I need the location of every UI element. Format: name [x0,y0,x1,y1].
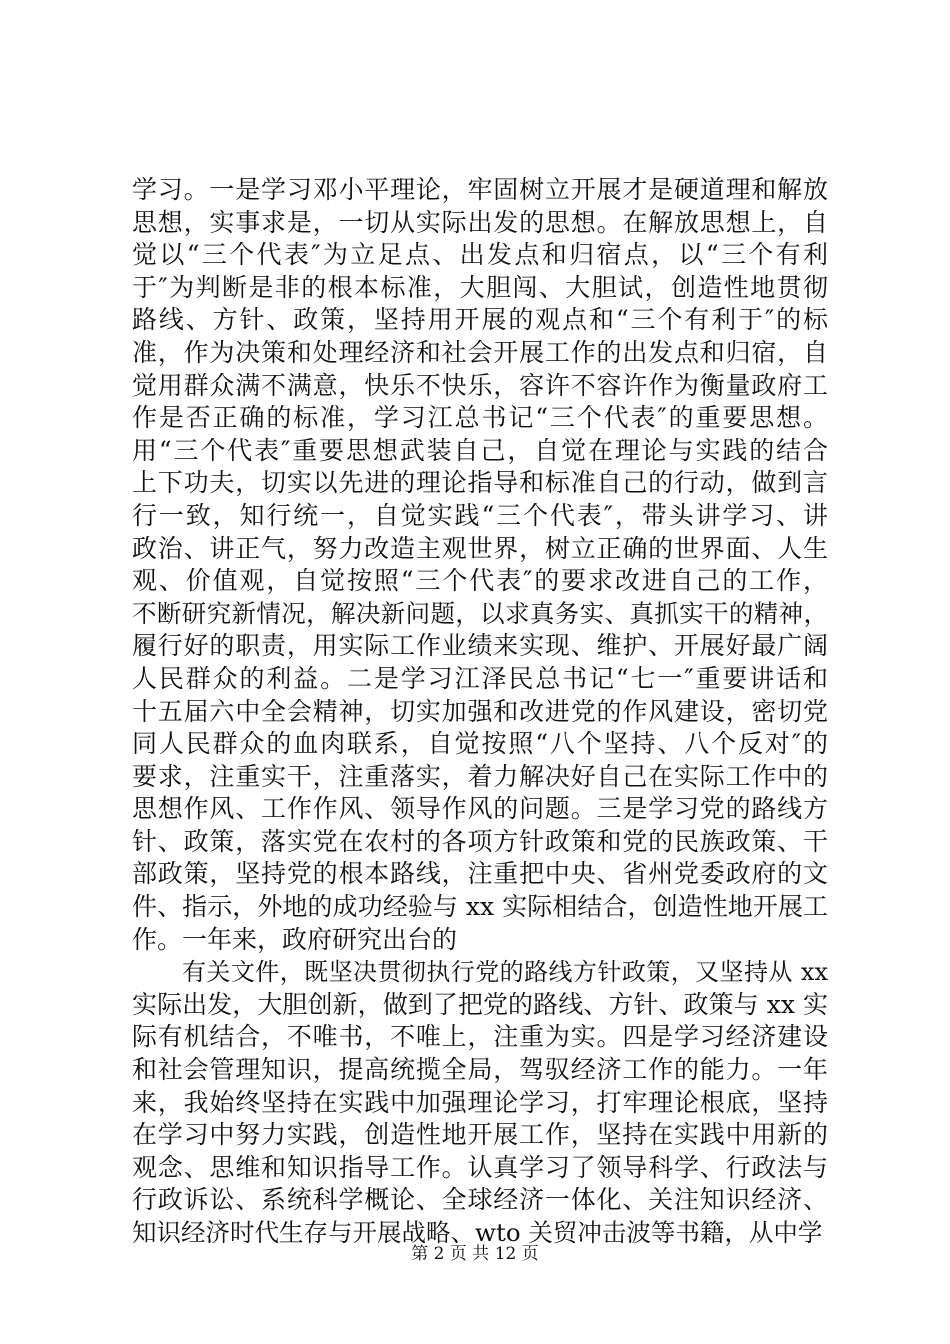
text-line: 政治、讲正气，努力改造主观世界，树立正确的世界面、人生 [132,533,828,563]
text-line: 履行好的职责，用实际工作业绩来实现、维护、开展好最广阔 [132,631,828,661]
text-line: 和社会管理知识，提高统揽全局，驾驭经济工作的能力。一年 [132,1055,828,1085]
text-line: 觉以“三个代表″为立足点、出发点和归宿点，以“三个有利 [132,240,828,270]
text-line: 作是否正确的标准，学习江总书记“三个代表″的重要思想。 [132,403,828,433]
text-line: 行政诉讼、系统科学概论、全球经济一体化、关注知识经济、 [132,1185,828,1215]
text-line: 学习。一是学习邓小平理论，牢固树立开展才是硬道理和解放 [132,175,828,204]
text-line: 路线、方针、政策，坚持用开展的观点和“三个有利于″的标 [132,305,828,335]
text-line: 于″为判断是非的根本标准，大胆闯、大胆试，创造性地贯彻 [132,272,828,302]
text-line: 作。一年来，政府研究出台的 [132,924,458,954]
paragraph [132,174,828,956]
text-line: 有关文件，既坚决贯彻执行党的路线方针政策，又坚持从 xx [182,958,828,987]
text-line: 观、价值观，自觉按照“三个代表″的要求改进自己的工作， [132,566,828,596]
text-line: 际有机结合，不唯书，不唯上，注重为实。四是学习经济建设 [132,1022,828,1052]
text-line: 在学习中努力实践，创造性地开展工作，坚持在实践中用新的 [132,1120,828,1150]
text-line: 件、指示，外地的成功经验与 xx 实际相结合，创造性地开展工 [132,892,828,922]
text-line: 人民群众的利益。二是学习江泽民总书记“七一″重要讲话和 [132,663,828,693]
text-line: 知识经济时代生存与开展战略、wto 关贸冲击波等书籍，从中学 [132,1218,823,1247]
text-line: 针、政策，落实党在农村的各项方针政策和党的民族政策、干 [132,826,828,856]
text-line: 部政策，坚持党的根本路线，注重把中央、省州党委政府的文 [132,859,828,889]
text-line: 来，我始终坚持在实践中加强理论学习，打牢理论根底，坚持 [132,1087,828,1117]
text-line: 实际出发，大胆创新，做到了把党的路线、方针、政策与 xx 实 [132,989,828,1019]
text-line: 要求，注重实干，注重落实，着力解决好自己在实际工作中的 [132,761,828,791]
text-line: 十五届六中全会精神，切实加强和改进党的作风建设，密切党 [132,696,828,726]
text-line: 上下功夫，切实以先进的理论指导和标准自己的行动，做到言 [132,468,828,498]
paragraph [132,956,828,1249]
text-line: 不断研究新情况，解决新问题，以求真务实、真抓实干的精神， [132,598,828,628]
text-line: 思想作风、工作作风、领导作风的问题。三是学习党的路线方 [132,794,828,824]
text-line: 同人民群众的血肉联系，自觉按照“八个坚持、八个反对″的 [132,729,828,759]
text-line: 用“三个代表″重要思想武装自己，自觉在理论与实践的结合 [132,435,828,465]
text-line: 行一致，知行统一，自觉实践“三个代表″，带头讲学习、讲 [132,500,828,530]
text-line: 准，作为决策和处理经济和社会开展工作的出发点和归宿，自 [132,337,828,367]
document-body [132,174,828,1250]
page-footer: 第 2 页 共 12 页 [411,1244,539,1264]
text-line: 觉用群众满不满意，快乐不快乐，容许不容许作为衡量政府工 [132,370,828,400]
text-line: 思想，实事求是，一切从实际出发的思想。在解放思想上，自 [132,207,828,237]
text-line: 观念、思维和知识指导工作。认真学习了领导科学、行政法与 [132,1152,828,1182]
